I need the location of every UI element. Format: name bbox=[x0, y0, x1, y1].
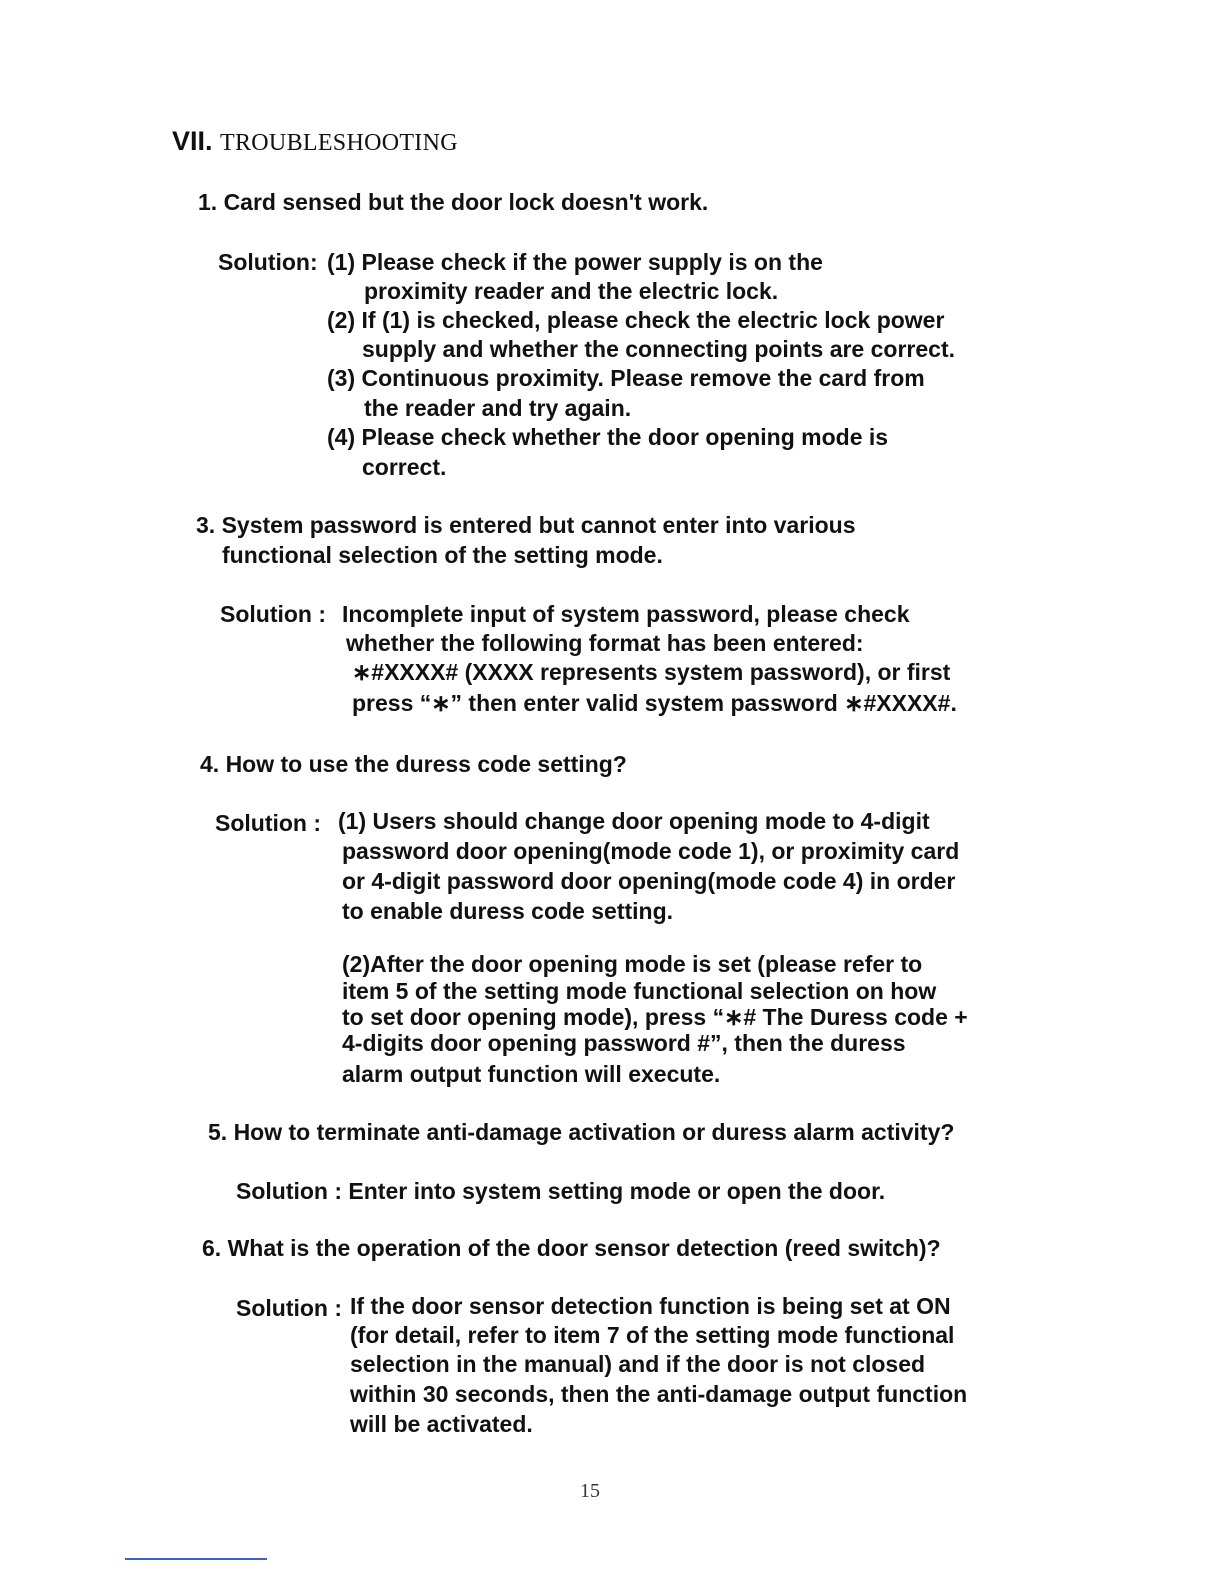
q4-para2-line: to set door opening mode), press “∗# The Duress code + bbox=[342, 1004, 968, 1030]
q1-solution-label: Solution: bbox=[218, 249, 318, 275]
q4-para2-line: 4-digits door opening password #”, then the duress bbox=[342, 1030, 906, 1056]
q3-solution-line: press “∗” then enter valid system password ∗#XXXX#. bbox=[352, 690, 957, 716]
section-heading bbox=[172, 126, 458, 157]
q1-item-4: (4) Please check whether the door opening mode is bbox=[327, 424, 889, 450]
q3-solution-line: Incomplete input of system password, please check bbox=[342, 601, 910, 627]
q1-item-2: (2) If (1) is checked, please check the electric lock power bbox=[327, 307, 945, 333]
question-3-cont: functional selection of the setting mode. bbox=[222, 542, 663, 568]
q4-para1-line: password door opening(mode code 1), or proximity card bbox=[342, 838, 960, 864]
q5-solution: Solution : Enter into system setting mode or open the door. bbox=[236, 1178, 886, 1204]
q1-item-2-cont: supply and whether the connecting points are correct. bbox=[362, 336, 955, 362]
q4-para1-line: to enable duress code setting. bbox=[342, 898, 674, 924]
question-6: 6. What is the operation of the door sensor detection (reed switch)? bbox=[202, 1235, 941, 1261]
q4-para1-line: or 4-digit password door opening(mode code 4) in order bbox=[342, 868, 956, 894]
q1-item-4-cont: correct. bbox=[362, 454, 447, 480]
question-3: 3. System password is entered but cannot enter into various bbox=[196, 512, 856, 538]
q3-solution-line: ∗#XXXX# (XXXX represents system password), or first bbox=[352, 659, 951, 685]
q4-para2-line: item 5 of the setting mode functional selection on how bbox=[342, 978, 937, 1004]
q1-item-1: (1) Please check if the power supply is on the bbox=[327, 249, 823, 275]
q1-item-3: (3) Continuous proximity. Please remove the card from bbox=[327, 365, 925, 391]
q4-para1-line: (1) Users should change door opening mode to 4-digit bbox=[338, 808, 930, 834]
q6-solution-line: within 30 seconds, then the anti-damage output function bbox=[350, 1381, 968, 1407]
section-title: TROUBLESHOOTING bbox=[220, 130, 458, 156]
section-number: VII. bbox=[172, 126, 213, 156]
q4-para2-line: (2)After the door opening mode is set (please refer to bbox=[342, 951, 923, 977]
q6-solution-line: If the door sensor detection function is being set at ON bbox=[350, 1293, 951, 1319]
q3-solution-label: Solution : bbox=[220, 601, 327, 627]
q6-solution-line: selection in the manual) and if the door is not closed bbox=[350, 1351, 926, 1377]
question-5: 5. How to terminate anti-damage activation or duress alarm activity? bbox=[208, 1119, 955, 1145]
q6-solution-line: (for detail, refer to item 7 of the setting mode functional bbox=[350, 1322, 955, 1348]
q4-solution-label: Solution : bbox=[215, 810, 322, 836]
q6-solution-line: will be activated. bbox=[350, 1411, 533, 1437]
page-number: 15 bbox=[580, 1480, 600, 1502]
q6-solution-label: Solution : bbox=[236, 1295, 343, 1321]
question-1: 1. Card sensed but the door lock doesn't work. bbox=[198, 189, 709, 215]
q4-para2-line: alarm output function will execute. bbox=[342, 1061, 721, 1087]
question-4: 4. How to use the duress code setting? bbox=[200, 751, 627, 777]
q1-item-3-cont: the reader and try again. bbox=[364, 395, 632, 421]
q1-item-1-cont: proximity reader and the electric lock. bbox=[364, 278, 779, 304]
q3-solution-line: whether the following format has been entered: bbox=[346, 630, 864, 656]
footer-rule bbox=[125, 1558, 267, 1560]
